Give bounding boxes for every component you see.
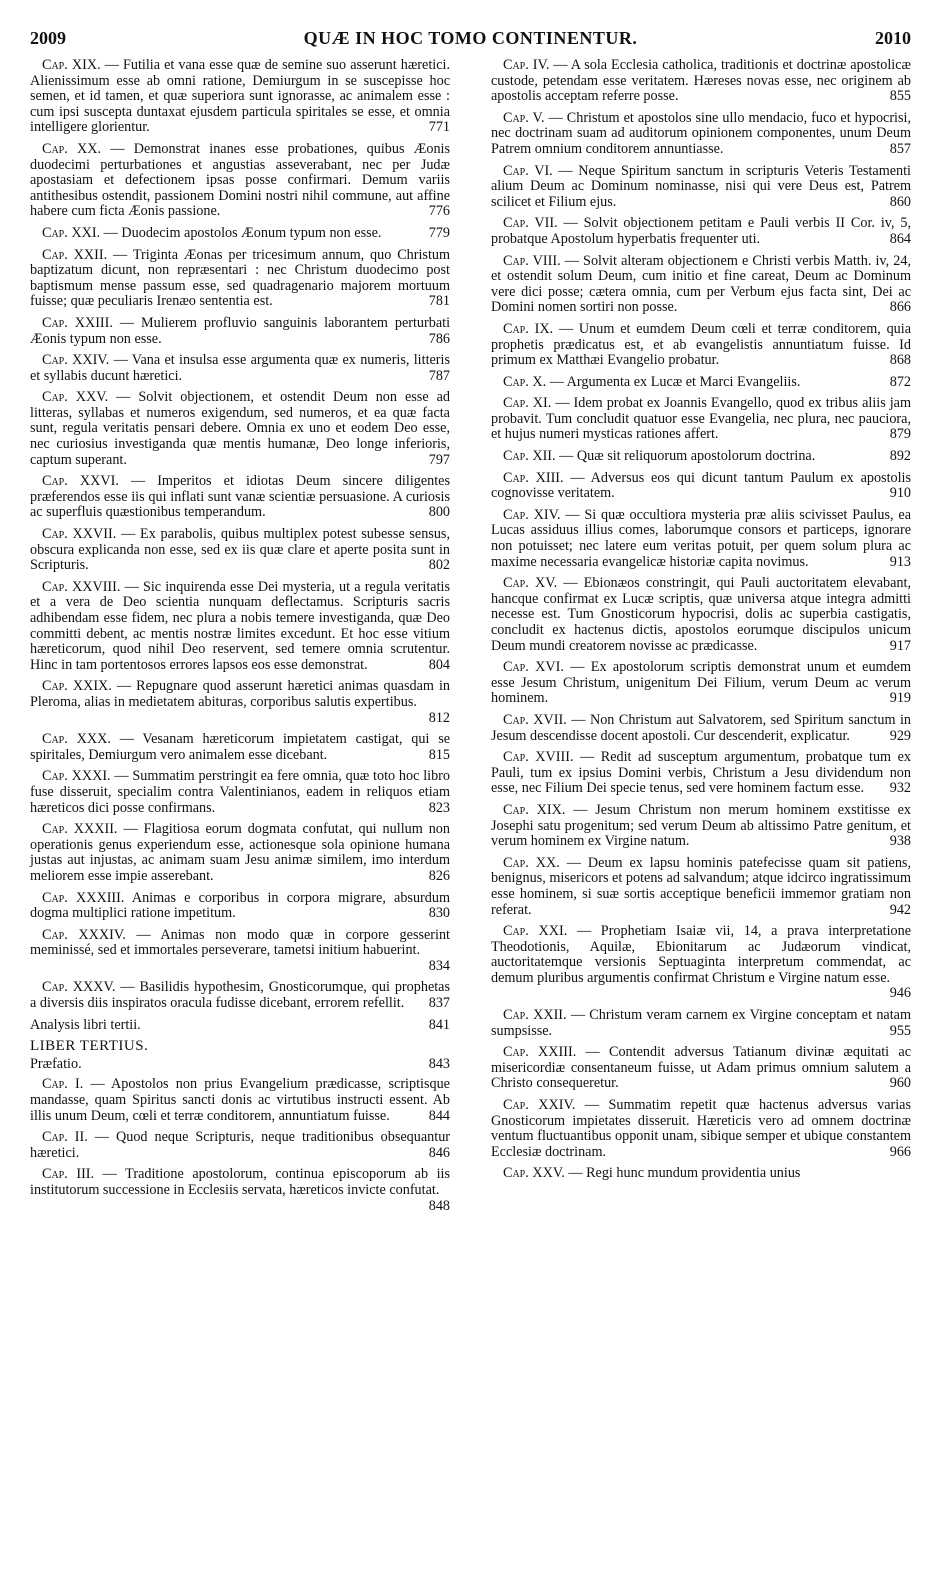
chapter-label: Cap. XXXI. [42,768,111,785]
toc-entry [30,580,450,674]
toc-entry [30,769,450,816]
toc-entry [30,732,450,763]
page-reference: 830 [428,905,450,922]
toc-entry [30,58,450,136]
toc-entry [30,891,450,922]
toc-entry [491,750,911,797]
chapter-label: Cap. XII. [503,448,556,465]
toc-entry [30,980,450,1011]
page-reference: 855 [889,88,911,105]
chapter-summary: — Ex apostolorum scriptis demonstrat unum et eumdem esse Jesum Christum, unigenitum Dei Filium, verum Deum ac verum hominem. [491,659,912,707]
chapter-summary: — Duodecim apostolos Æonum typum non esse. [103,224,382,241]
page-reference: 776 [428,203,450,220]
chapter-summary: — Summatim perstringit ea fere omnia, quæ toto hoc libro fuse disseruit, specialim contra Valentinianos, eadem in reliquos etiam hæreticos dici posse confirmans. [30,768,450,816]
chapter-label: Cap. XI. [503,395,552,412]
toc-entry [30,1130,450,1161]
chapter-summary: — Ebionæos constringit, qui Pauli auctoritatem elevabant, hancque confirmat ex Lucæ scriptis, quæ universa atque integra admitti necesse est. Tum Gnosticorum hypocrisi, dolis ac superbia castigatis, concludit ex hactenus dictis, apostolos eorumque discipulos unicum Deum mundi creatorem novisse ac prædicasse. [491,575,911,654]
toc-entry [30,142,450,220]
chapter-label: Cap. I. [42,1076,84,1093]
chapter-label: Cap. XVIII. [503,749,574,766]
chapter-summary: — Futilia et vana esse quæ de semine suo asserunt hæretici. Alienissimum esse ab omni ratione, Demiurgum in se suscepisse hoc semen, et id tamen, et quæ superiora sunt ignorasse, ac animalem esse : cum ipsi suscepta duntaxat ejusdem particula spiritales se esse, et omnia intelligere glorientur. [30,57,451,136]
page-reference: 955 [889,1022,911,1039]
chapter-summary: — Solvit objectionem, et ostendit Deum non esse ad litteras, syllabas et numeros exigendum, sed numeros, et ea quæ facta sunt, regula veritatis pensari debere. Omnia ex uno et eodem Deo esse, nec curiosius investiganda quæ mentis humanæ, Deo longe inferioris, captum superant. [30,389,450,468]
page-reference: 872 [889,373,911,390]
page-reference: 860 [889,193,911,210]
toc-entry [491,216,911,247]
chapter-summary: — Animas non modo quæ in corpore gesserint meminissé, sed et immortales perseverare, tametsi initium habuerint. [30,926,450,959]
chapter-summary: — Christum veram carnem ex Virgine conceptam et natam sumpsisse. [491,1007,911,1039]
toc-entry [30,928,450,975]
book-heading: LIBER TERTIUS. [30,1038,149,1055]
chapter-summary: — A sola Ecclesia catholica, traditionis et doctrinæ apostolicæ custode, petendam esse veritatem. Hæreses novas esse, nec originem ab apostolis acceptam referre posse. [491,57,911,105]
toc-entry [30,316,450,347]
chapter-summary: — Idem probat ex Joannis Evangello, quod ex tribus aliis jam probavit. Tum concludit quatuor esse Evangelia, nec plura, nec pauciora, et hujus numeri mysticas rationes affert. [491,395,912,443]
toc-entry [491,508,911,570]
chapter-summary: — Imperitos et idiotas Deum sincere diligentes præferendos esse iis qui inflati sunt vanæ scientiæ persuasione. A curiosis ac superfluis quæstionibus temperandum. [30,473,451,521]
toc-entry [491,713,911,744]
chapter-summary: — Si quæ occultiora mysteria præ aliis scivisset Paulus, ea Lucas assiduus illius comes, laborumque consors et particeps, ignorare non potuisset; nec latere eum veritas potuit, per quem solum plura ac maxime necessaria evangelicæ historiæ capita novimus. [491,506,911,570]
page-reference: 913 [889,553,911,570]
page-reference: 857 [889,140,911,157]
preface-line [30,1057,450,1073]
chapter-label: Cap. XXVII. [42,526,117,543]
analysis-text: Analysis libri tertii. [30,1016,141,1033]
toc-entry [491,471,911,502]
page-reference: 866 [889,299,911,316]
page-reference: 826 [428,867,450,884]
chapter-label: Cap. XXXIII. [42,889,125,906]
toc-entry [30,390,450,468]
toc-entry [30,353,450,384]
right-entries [491,58,911,1182]
page-reference: 781 [428,293,450,310]
chapter-summary: — Deum ex lapsu hominis patefecisse quam sit patiens, benignus, misericors et potens ad salvandum; atque idcirco ingratissimum esse hominem, si suæ sortis acceptique beneficii immemor gratiam non referat. [491,854,912,918]
page-reference: 786 [428,330,450,347]
chapter-label: Cap. V. [503,109,545,126]
page-reference: 800 [428,504,450,521]
chapter-label: Cap. VI. [503,162,553,179]
chapter-summary: — Quæ sit reliquorum apostolorum doctrina. [559,448,816,465]
chapter-label: Cap. XXIII. [42,314,113,331]
page-reference: 812 [428,709,450,726]
chapter-label: Cap. X. [503,373,547,390]
chapter-summary: — Repugnare quod asserunt hæretici animas quasdam in Pleroma, alias in medietatem abituras, corporibus salutis expertibus. [30,678,450,710]
left-entries-book3 [30,1077,450,1214]
chapter-summary: — Prophetiam Isaiæ vii, 14, a prava interpretatione Theodotionis, Aquilæ, Ebionitarum ac Judæorum vindicat, auctoritatemque versionis Septuaginta interpretum commendat, ac demum pluribus argumentis confirmat Christum e Virgine natum esse. [491,923,912,986]
page-reference: 823 [428,799,450,816]
chapter-label: Cap. XXVIII. [42,578,121,595]
page-reference: 966 [889,1143,911,1160]
analysis-line [30,1018,450,1034]
toc-entry [491,803,911,850]
page-reference: 804 [428,656,450,673]
chapter-label: Cap. XV. [503,575,558,592]
columns [30,58,911,1220]
chapter-summary: — Ex parabolis, quibus multiplex potest subesse sensus, obscura explicanda non esse, sed ex iis quæ clare et aperte posita sunt in Scripturis. [30,526,450,574]
chapter-label: Cap. XIII. [503,469,564,486]
chapter-summary: — Triginta Æonas per tricesimum annum, quo Christum baptizatum dicunt, non repræsentari : nec Christum duodecimo post baptismum mense passum esse, sed quadragenario majorem mortuum fuisse; quæ peculiaris Irenæo sententia est. [30,246,451,310]
toc-entry [491,660,911,707]
chapter-summary: — Quod neque Scripturis, neque traditionibus obsequantur hæretici. [30,1129,451,1161]
page-reference: 846 [428,1144,450,1161]
left-column [30,58,450,1220]
chapter-label: Cap. XIV. [503,506,561,523]
chapter-label: Cap. XXI. [42,224,101,241]
chapter-summary: — Unum et eumdem Deum cœli et terræ conditorem, quia prophetis prædicatus est, et ab evangelistis annuntiatum fuisse. Id primum ex Matthæi Evangelio probatur. [491,320,912,369]
page-reference: 797 [428,451,450,468]
chapter-label: Cap. XX. [503,854,560,871]
page-reference: 834 [428,957,450,974]
page-reference: 946 [889,985,911,1002]
chapter-summary: — Redit ad susceptum argumentum, probatque tum ex Pauli, tum ex ipsius Domini verbis, Christum a Jesu dividendum non esse, nec Filium Dei specie tenus, sed vere hominem factum esse. [491,749,911,797]
chapter-label: Cap. XXII. [42,246,108,263]
toc-entry [30,248,450,310]
page-reference: 938 [889,833,911,850]
chapter-summary: — Contendit adversus Tatianum divinæ æquitati ac misericordiæ consentaneum fuisse, ut Adam primus omnium salutem a Christo consequeretur. [491,1044,911,1092]
chapter-summary: — Neque Spiritum sanctum in scripturis Veteris Testamenti alium Deum ac Dominum nominasse, nisi qui vere Deus est, Patrem scilicet et Filium ejus. [491,162,912,210]
toc-entry [30,474,450,521]
page-reference: 779 [428,224,450,241]
chapter-label: Cap. XXVI. [42,473,119,490]
page-reference: 910 [889,485,911,502]
chapter-label: Cap. XXV. [42,389,109,406]
left-page-number: 2009 [30,28,66,48]
chapter-label: Cap. XXI. [503,923,568,940]
chapter-summary: — Summatim repetit quæ hactenus adversus varias Gnosticorum impietates disseruit. Hæreticis vero ad omnem doctrinæ ventum fluctuantibus opponit unam, sibique semper et ubique constantem Ecclesiæ doctrinam. [491,1097,911,1160]
preface-page: 843 [428,1055,450,1072]
toc-entry [491,1045,911,1092]
chapter-label: Cap. IV. [503,57,550,73]
chapter-label: Cap. VII. [503,215,558,232]
chapter-label: Cap. XXIV. [42,352,110,369]
page-reference: 960 [889,1075,911,1092]
page-reference: 892 [889,448,911,465]
chapter-label: Cap. XVI. [503,659,564,676]
page-reference: 917 [889,637,911,654]
toc-entry [30,527,450,574]
left-entries [30,58,450,1012]
running-head [30,28,911,56]
toc-entry [491,396,911,443]
page-reference: 929 [889,727,911,744]
chapter-summary: — Adversus eos qui dicunt tantum Paulum ex apostolis cognovisse veritatem. [491,469,912,502]
toc-entry [491,58,911,105]
chapter-summary: — Argumenta ex Lucæ et Marci Evangeliis. [549,373,801,390]
page-reference: 787 [428,367,450,384]
page-reference: 837 [428,995,450,1012]
toc-entry [491,1098,911,1160]
page-reference: 802 [428,557,450,574]
page-title: QUÆ IN HOC TOMO CONTINENTUR. [303,28,638,48]
toc-entry [491,576,911,654]
chapter-label: Cap. XXIX. [42,678,112,695]
chapter-label: Cap. XXIV. [503,1097,576,1114]
chapter-label: Cap. XIX. [42,57,101,73]
page-reference: 942 [889,901,911,918]
right-page-number: 2010 [875,28,911,48]
chapter-summary: — Vesanam hæreticorum impietatem castigat, qui se spiritales, Demiurgum vero animalem esse dicebant. [30,731,451,763]
right-column [491,58,911,1220]
page-reference: 879 [889,426,911,443]
toc-entry [491,322,911,369]
toc-entry [491,449,911,465]
page-reference: 932 [889,780,911,797]
toc-entry [30,226,450,242]
chapter-label: Cap. IX. [503,320,554,337]
chapter-label: Cap. XVII. [503,711,567,728]
page-reference: 815 [428,746,450,763]
chapter-summary: — Sic inquirenda esse Dei mysteria, ut a regula veritatis et a vera de Deo scientia nunquam deflectamus. Scripturis sacris adhibendam esse fidem, nec plura a nobis temere investiganda, quæ Deo committi debent, ac mentis nostræ limites excedunt. Et hoc esse vitium hæreticorum, quod nihil Deo reservent, sed temere omnia scrutentur. Hinc in tam portentosos errores lapsos eos esse demonstrat. [30,578,451,673]
chapter-summary: — Apostolos non prius Evangelium prædicasse, scriptisque mandasse, quam Spiritus sancti donis ac virtutibus instructi essent. Ab illis unum Deum, cœli et terræ conditorem, annuntiatum fuisse. [30,1076,450,1124]
chapter-summary: — Non Christum aut Salvatorem, sed Spiritum sanctum in Jesum descendisse docent apostoli. Cur descenderit, explicatur. [491,711,912,744]
chapter-label: Cap. XXXII. [42,821,118,838]
page-reference: 868 [889,352,911,369]
page-reference: 919 [889,690,911,707]
toc-entry [30,1167,450,1214]
chapter-label: Cap. XXXV. [42,979,116,996]
toc-entry [30,1077,450,1124]
toc-entry [491,164,911,211]
page-reference: 864 [889,230,911,247]
chapter-summary: — Christum et apostolos sine ullo mendacio, fuco et hypocrisi, nec doctrinam suam ad auditorum opinionem componentes, unum Deum Patrem omnium conditorem annuntiasse. [491,109,912,157]
chapter-summary: — Regi hunc mundum providentia unius [568,1165,801,1182]
chapter-label: Cap. XXXIV. [42,926,126,943]
chapter-summary: — Jesum Christum non merum hominem exstitisse ex Josephi satu progenitum; sed verum Deum ab altissimo Patre genitum, et verum hominem ex Virgine natum. [491,801,911,850]
analysis-page: 841 [428,1016,450,1033]
toc-entry [30,822,450,884]
chapter-summary: — Traditione apostolorum, continua episcoporum ab iis institutorum successione in Ecclesiis servata, hæreticos invicte confutat. [30,1166,451,1198]
chapter-summary: Animas e corporibus in corpora migrare, absurdum dogma multiplici ratione impetitum. [30,889,450,922]
page-reference: 848 [428,1197,450,1214]
toc-entry [491,856,911,918]
chapter-summary: — Basilidis hypothesim, Gnosticorumque, qui prophetas a diversis diis inspiratos oracula fudisse dicebant, errorem refellit. [30,979,450,1012]
chapter-label: Cap. XXIII. [503,1044,577,1061]
toc-entry [491,1008,911,1039]
page-reference: 771 [428,119,450,136]
chapter-label: Cap. III. [42,1166,95,1183]
page-reference: 844 [428,1107,450,1124]
chapter-summary: — Mulierem profluvio sanguinis laborantem perturbati Æonis typum non esse. [30,314,451,347]
chapter-summary: — Demonstrat inanes esse probationes, quibus Æonis duodecimi perturbationes et angustias asseverabant, nec per Judæ apostasiam et defectionem ipsas posse confirmari. Demum variis antithesibus ostendit, passionem Domini nostri nihil commune, aut affine habere cum ficta Æonis passione. [30,140,450,220]
toc-entry [491,375,911,391]
toc-entry [30,679,450,726]
chapter-summary: — Solvit alteram objectionem e Christi verbis Matth. iv, 24, et ostendit solum Deum, cum initio et fine careat, Deum ac Dominum vere dici posse; cætera omnia, cum per Verbum ejus facta sint, Dei ac Domini nomen sortiri non posse. [491,252,911,316]
chapter-label: Cap. VIII. [503,252,561,269]
toc-entry [491,1166,911,1182]
chapter-summary: — Flagitiosa eorum dogmata confutat, qui nullum non operationis genus experiendum esse, actionesque sola opinione humana justas aut injustas, ac animam suam Jesu animæ similem, imo interdum meliorem esse impie asserebant. [30,821,450,884]
chapter-label: Cap. II. [42,1129,88,1146]
chapter-label: Cap. XIX. [503,801,566,818]
chapter-label: Cap. XX. [42,140,102,157]
chapter-summary: — Vana et insulsa esse argumenta quæ ex numeris, litteris et syllabis ducunt hæretici. [30,352,450,384]
preface-text: Præfatio. [30,1055,82,1072]
chapter-label: Cap. XXX. [42,731,111,748]
chapter-label: Cap. XXII. [503,1007,567,1024]
toc-entry [491,924,911,1002]
toc-entry [491,111,911,158]
chapter-label: Cap. XXV. [503,1165,565,1182]
toc-entry [491,254,911,316]
chapter-summary: — Solvit objectionem petitam e Pauli verbis II Cor. iv, 5, probatque Apostolum hyperbatis frequenter uti. [491,215,912,247]
